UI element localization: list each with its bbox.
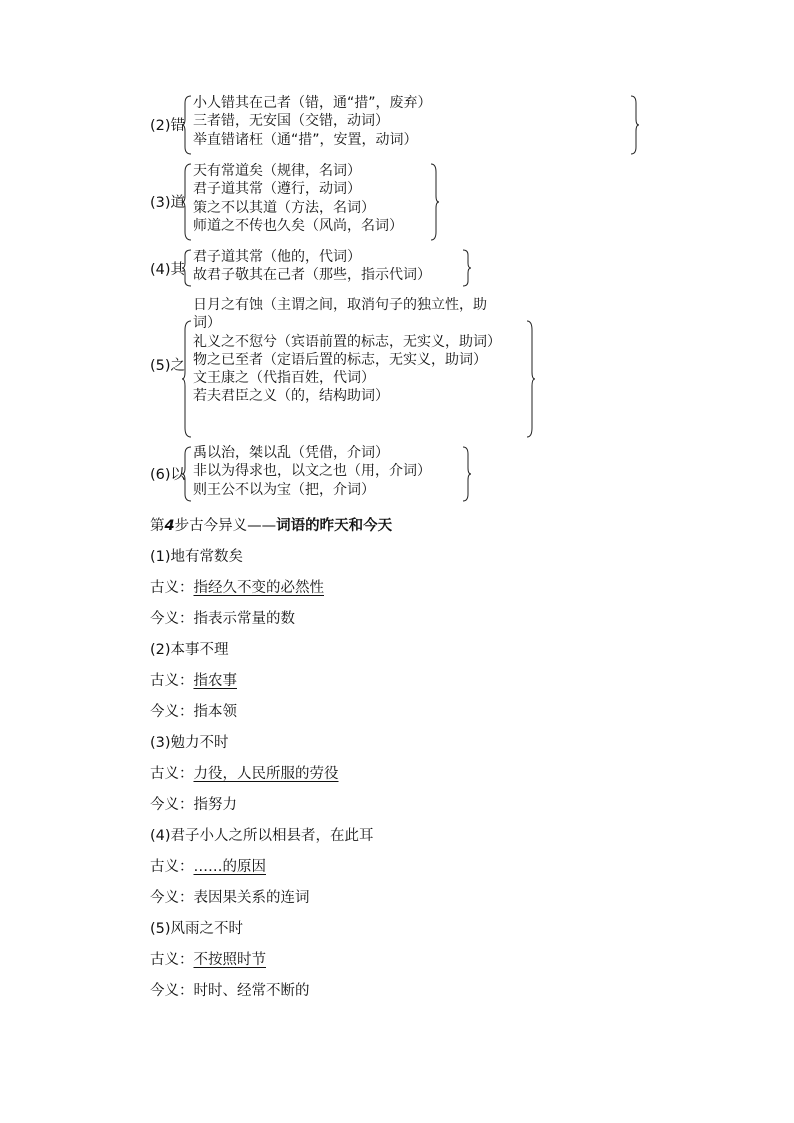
list-item: 物之已至者（定语后置的标志，无实义，助词） bbox=[193, 351, 487, 368]
right-brace-icon bbox=[462, 446, 472, 502]
list-item: 举直错诸枉（通“措”，安置，动词） bbox=[193, 131, 418, 148]
entry-new-meaning: 今义：时时、经常不断的 bbox=[150, 983, 310, 999]
list-item: 师道之不传也久矣（风尚，名词） bbox=[193, 217, 403, 234]
entry-old-meaning bbox=[150, 669, 237, 690]
entry-new-meaning: 今义：表因果关系的连词 bbox=[150, 890, 310, 906]
list-item: 则王公不以为宝（把，介词） bbox=[193, 481, 375, 498]
list-item: 三者错，无安国（交错，动词） bbox=[193, 113, 389, 130]
list-item: 策之不以其道（方法，名词） bbox=[193, 199, 375, 216]
left-brace-icon bbox=[182, 446, 192, 502]
group-label: (5)之 bbox=[150, 358, 186, 374]
group-label: (4)其 bbox=[150, 262, 186, 278]
entry-new-meaning: 今义：指本领 bbox=[150, 704, 237, 720]
right-brace-icon bbox=[462, 249, 472, 287]
entry-old-meaning bbox=[150, 576, 324, 597]
word-group-qi bbox=[150, 248, 480, 288]
word-group-dao bbox=[150, 162, 470, 242]
entry-old-meaning bbox=[150, 762, 339, 783]
section-heading bbox=[150, 514, 392, 535]
left-brace-icon bbox=[182, 320, 192, 438]
entry-title: (4)君子小人之所以相县者，在此耳 bbox=[150, 828, 374, 844]
entry-new-meaning: 今义：指努力 bbox=[150, 797, 237, 813]
word-group-yi bbox=[150, 444, 480, 504]
list-item: 禹以治，桀以乱（凭借，介词） bbox=[193, 445, 389, 461]
old-meaning-answer: 力役，人民所服的劳役 bbox=[193, 766, 339, 782]
group-label: (2)错 bbox=[150, 118, 186, 134]
list-item: 小人错其在己者（错，通“措”，废弃） bbox=[193, 95, 432, 111]
right-brace-icon bbox=[430, 163, 440, 241]
entry-title: (3)勉力不时 bbox=[150, 735, 229, 751]
entry-title: (5)风雨之不时 bbox=[150, 921, 244, 937]
old-label: 古义： bbox=[150, 952, 194, 968]
group-label: (3)道 bbox=[150, 195, 186, 211]
left-brace-icon bbox=[182, 163, 192, 241]
entry-title: (1)地有常数矣 bbox=[150, 549, 244, 565]
list-item: 非以为得求也，以文之也（用，介词） bbox=[193, 463, 431, 480]
heading-prefix: 第 bbox=[150, 518, 165, 534]
old-label: 古义： bbox=[150, 580, 194, 596]
right-brace-icon bbox=[630, 95, 640, 155]
list-item: 文王康之（代指百姓，代词） bbox=[193, 370, 375, 387]
entry-old-meaning bbox=[150, 948, 266, 969]
old-label: 古义： bbox=[150, 673, 194, 689]
list-item: 故君子敬其在己者（那些，指示代词） bbox=[193, 267, 431, 284]
heading-step-number: 4 bbox=[164, 518, 175, 534]
word-group-cuo bbox=[150, 94, 510, 156]
old-label: 古义： bbox=[150, 859, 194, 875]
entry-title: (2)本事不理 bbox=[150, 642, 229, 658]
old-label: 古义： bbox=[150, 766, 194, 782]
list-item: 礼义之不愆兮（宾语前置的标志，无实义，助词） bbox=[193, 333, 501, 350]
list-item: 君子道其常（他的，代词） bbox=[193, 249, 361, 265]
heading-mid: 步古今异义—— bbox=[174, 518, 277, 534]
heading-bold-text: 词语的昨天和今天 bbox=[276, 518, 393, 534]
word-group-zhi bbox=[150, 296, 540, 436]
old-meaning-answer: 指农事 bbox=[193, 673, 237, 689]
old-meaning-answer: 不按照时节 bbox=[193, 952, 266, 968]
list-item: 君子道其常（遵行，动词） bbox=[193, 181, 361, 198]
list-item: 若夫君臣之义（的，结构助词） bbox=[193, 388, 389, 405]
old-meaning-answer: ……的原因 bbox=[193, 859, 266, 875]
right-brace-icon bbox=[526, 320, 536, 438]
list-item: 日月之有蚀（主谓之间，取消句子的独立性，助词） bbox=[193, 297, 487, 332]
old-meaning-answer: 指经久不变的必然性 bbox=[193, 580, 324, 596]
entry-new-meaning: 今义：指表示常量的数 bbox=[150, 611, 295, 627]
entry-old-meaning bbox=[150, 855, 266, 876]
left-brace-icon bbox=[182, 249, 192, 287]
list-item: 天有常道矣（规律，名词） bbox=[193, 163, 361, 179]
group-label: (6)以 bbox=[150, 467, 186, 483]
left-brace-icon bbox=[182, 95, 192, 155]
